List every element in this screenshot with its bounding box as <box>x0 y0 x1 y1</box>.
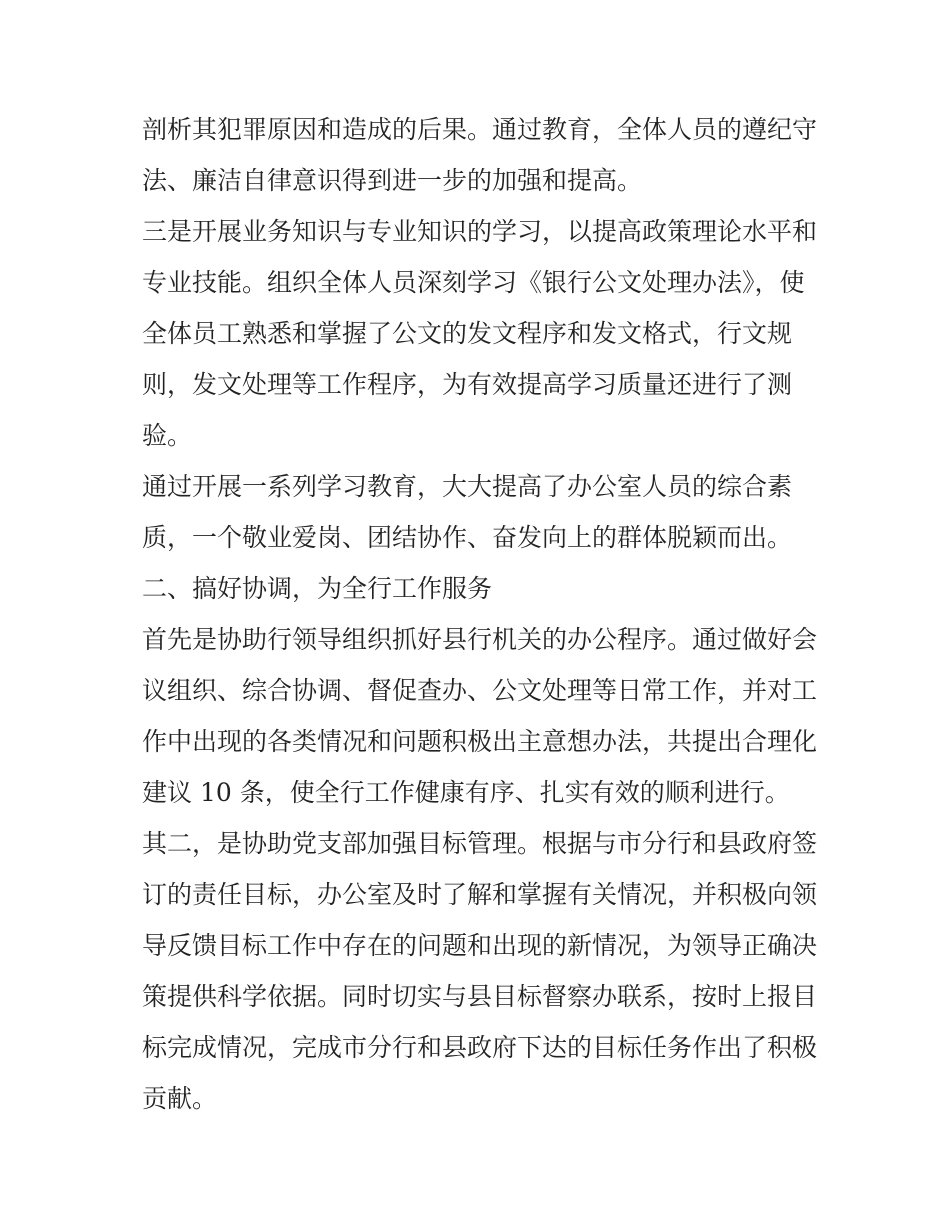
text-line: 导反馈目标工作中存在的问题和出现的新情况，为领导正确决 <box>142 931 818 960</box>
text-line: 作中出现的各类情况和问题积极出主意想办法，共提出合理化 <box>142 727 818 756</box>
text-line: 首先是协助行领导组织抓好县行机关的办公程序。通过做好会 <box>142 625 818 654</box>
text-line: 全体员工熟悉和掌握了公文的发文程序和发文格式，行文规 <box>142 319 793 348</box>
text-line: 剖析其犯罪原因和造成的后果。通过教育，全体人员的遵纪守 <box>142 115 818 144</box>
document-body <box>142 104 818 1124</box>
text-line: 三是开展业务知识与专业知识的学习，以提高政策理论水平和 <box>142 217 818 246</box>
text-line: 标完成情况，完成市分行和县政府下达的目标任务作出了积极 <box>142 1033 818 1062</box>
text-line: 通过开展一系列学习教育，大大提高了办公室人员的综合素 <box>142 472 793 501</box>
text-line: 专业技能。组织全体人员深刻学习《银行公文处理办法》，使 <box>142 268 805 297</box>
text-line: 则，发文处理等工作程序，为有效提高学习质量还进行了测 <box>142 370 793 399</box>
text-line: 质，一个敬业爱岗、团结协作、奋发向上的群体脱颖而出。 <box>142 523 793 552</box>
section-heading: 二、搞好协调，为全行工作服务 <box>142 574 493 603</box>
text-line: 其二，是协助党支部加强目标管理。根据与市分行和县政府签 <box>142 829 818 858</box>
text-line: 建议 10 条，使全行工作健康有序、扎实有效的顺利进行。 <box>142 778 790 807</box>
text-line: 法、廉洁自律意识得到进一步的加强和提高。 <box>142 166 643 195</box>
text-line: 策提供科学依据。同时切实与县目标督察办联系，按时上报目 <box>142 982 818 1011</box>
text-line: 验。 <box>142 421 193 450</box>
text-line: 订的责任目标，办公室及时了解和掌握有关情况，并积极向领 <box>142 880 818 909</box>
text-line: 议组织、综合协调、督促查办、公文处理等日常工作，并对工 <box>142 676 818 705</box>
text-line: 贡献。 <box>142 1084 218 1113</box>
